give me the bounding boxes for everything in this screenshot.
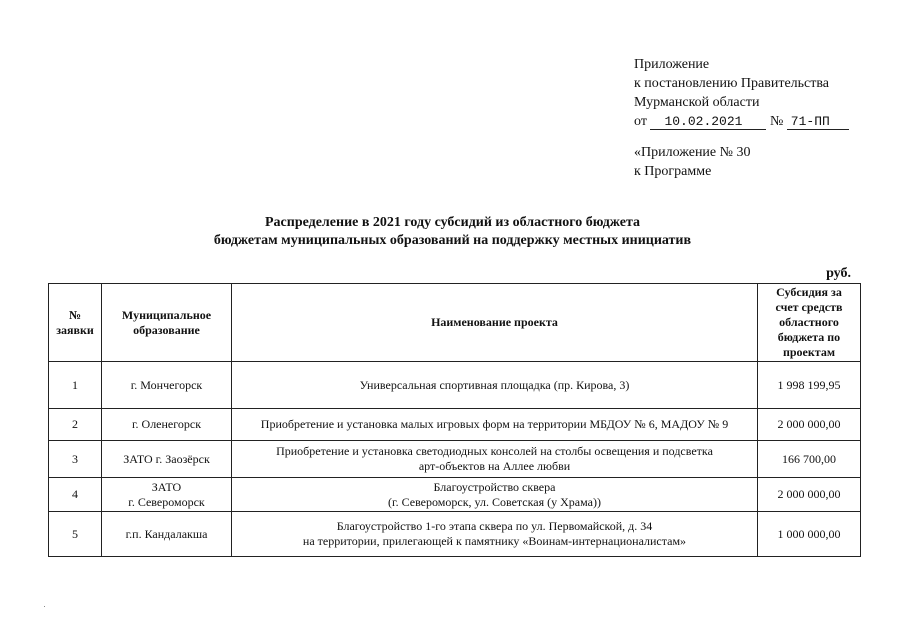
appendix-line-3: Мурманской области <box>634 95 760 110</box>
appendix-line-2: к постановлению Правительства <box>634 76 830 91</box>
header-subsidy: Субсидия за счет средств областного бюджета по проектам <box>758 284 861 362</box>
from-label: от <box>634 114 647 129</box>
row-number: 5 <box>49 512 102 557</box>
row-project: Приобретение и установка малых игровых форм на территории МБДОУ № 6, МАДОУ № 9 <box>232 409 758 441</box>
row-municipality: ЗАТО г. Североморск <box>102 478 232 512</box>
subsidy-table <box>48 283 861 557</box>
row-municipality: г.п. Кандалакша <box>102 512 232 557</box>
row-amount: 166 700,00 <box>758 441 861 478</box>
program-appendix-line-1: «Приложение № 30 <box>634 145 751 160</box>
appendix-line-1: Приложение <box>634 57 710 72</box>
header-municipality: Муниципальное образование <box>102 284 232 362</box>
document-title <box>0 214 905 250</box>
row-amount: 2 000 000,00 <box>758 478 861 512</box>
program-appendix-line-2: к Программе <box>634 164 712 179</box>
table-row <box>49 441 861 478</box>
row-municipality: ЗАТО г. Заозёрск <box>102 441 232 478</box>
program-appendix-block <box>634 143 751 181</box>
table-header-row <box>49 284 861 362</box>
row-number: 1 <box>49 362 102 409</box>
row-number: 3 <box>49 441 102 478</box>
table-row <box>49 512 861 557</box>
row-amount: 1 998 199,95 <box>758 362 861 409</box>
title-line-1: Распределение в 2021 году субсидий из областного бюджета <box>264 215 641 230</box>
table-row <box>49 362 861 409</box>
table-row <box>49 409 861 441</box>
decree-number: 71-ПП <box>787 114 849 130</box>
row-project: Благоустройство сквера (г. Североморск, ул. Советская (у Храма)) <box>232 478 758 512</box>
appendix-date-line <box>634 112 849 131</box>
row-amount: 1 000 000,00 <box>758 512 861 557</box>
row-project: Универсальная спортивная площадка (пр. Кирова, 3) <box>232 362 758 409</box>
scan-speck <box>44 606 45 607</box>
currency-label: руб. <box>826 266 851 281</box>
row-municipality: г. Оленегорск <box>102 409 232 441</box>
row-project: Благоустройство 1-го этапа сквера по ул. Первомайской, д. 34 на территории, прилегающей к памятнику «Воинам-интернационалистам» <box>232 512 758 557</box>
header-number: № заявки <box>49 284 102 362</box>
row-municipality: г. Мончегорск <box>102 362 232 409</box>
row-number: 2 <box>49 409 102 441</box>
appendix-block <box>634 55 849 131</box>
decree-date: 10.02.2021 <box>650 114 766 130</box>
table-row <box>49 478 861 512</box>
title-line-2: бюджетам муниципальных образований на поддержку местных инициатив <box>213 233 692 248</box>
row-amount: 2 000 000,00 <box>758 409 861 441</box>
number-label: № <box>769 114 784 129</box>
row-number: 4 <box>49 478 102 512</box>
row-project: Приобретение и установка светодиодных консолей на столбы освещения и подсветка арт-объектов на Аллее любви <box>232 441 758 478</box>
header-project: Наименование проекта <box>232 284 758 362</box>
